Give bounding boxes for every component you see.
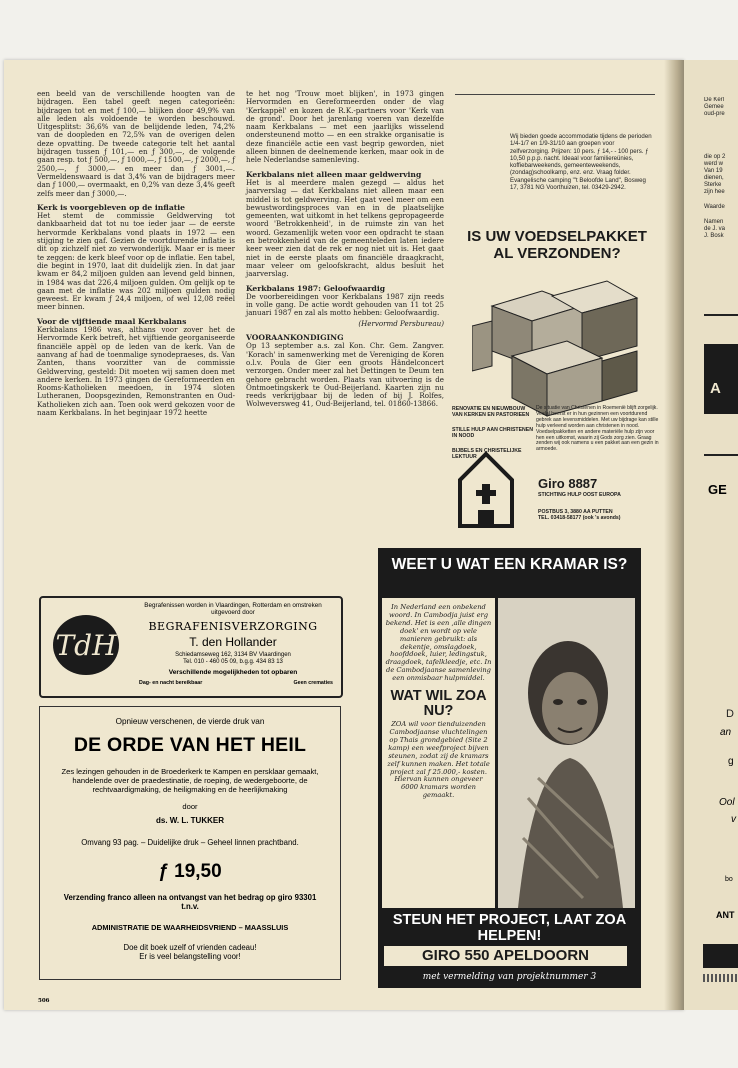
- right-text-fragment: De Kerl Gemee oud-pre die op 2 werd w Van 19 dienen, Sterke zijn hee Waarde Namen de J. va J. Bosk: [704, 97, 726, 239]
- right-fragment: an: [720, 727, 732, 738]
- funeral-title: BEGRAFENISVERZORGING: [148, 620, 318, 633]
- book-gift-text: Doe dit boek uzelf of vrienden cadeau! Er is veel belangstelling voor!: [123, 943, 257, 961]
- section-heading: Kerkbalans niet alleen maar geldwerving: [246, 169, 422, 179]
- divider-line: [455, 94, 655, 95]
- right-heading-fragment: GE: [708, 482, 727, 497]
- article-paragraph: te het nog 'Trouw moet blijken', in 1973 gingen Hervormden en Gereformeerden onder de vlag 'Kerkappèl' en kozen de R.K.-partners voor 'Kerk van de grond'. Door het jarenlang voeren van dezelfde naam Kerkbalans — met een jaarlijks wisselend ondersteunend motto — en een strakke organisatie is deze financiële actie een vast begrip geworden, niet alleen binnen de deelnemende kerken, maar ook in de hele Nederlandse samenleving.: [246, 89, 444, 165]
- book-specs: Omvang 93 pag. – Duidelijke druk – Geheel linnen prachtband.: [81, 838, 299, 847]
- article-paragraph: Kerkbalans 1986 was, althans voor zover het de Hervormde Kerk betreft, het vijftiende georganiseerde financiële appèl op de leden van de kerk. Van de aanvang af had de toenmalige synodepraeses, ds. Van Zanten, thans voorzitter van de commissie Geldwerving, gesteld: Dit moeten wij samen doen met andere kerken. In 1973 gingen de Gereformeerden en Rooms-Katholieken meedoen, in 1974 sloten Lutheranen, Doopsgezinden, Remonstranten en Oud-Katholieken zich aan. Toen ook werd gekozen voor de naam Kerkbalans. In het beginjaar 1972 heette: [37, 325, 235, 417]
- org-name: STICHTING HULP OOST EUROPA: [538, 492, 621, 498]
- article-paragraph: De voorbereidingen voor Kerkbalans 1987 zijn reeds in volle gang. De actie wordt gehouden van 11 tot 25 januari 1987 en zal als motto hebben: Geloofwaardig.: [246, 291, 444, 318]
- funeral-availability: Dag- en nacht bereikbaar: [139, 680, 203, 686]
- funeral-intro: Begrafenissen worden in Vlaardingen, Rotterdam en omstreken uitgevoerd door: [144, 602, 322, 617]
- food-parcels-illustration: [472, 266, 647, 421]
- zoa-giro: GIRO 550 APELDOORN: [384, 946, 627, 966]
- ad-headline: IS UW VOEDSELPAKKET: [467, 228, 647, 245]
- zoa-body: In Nederland een onbekend woord. In Cambodja juist erg bekend. Het is een ‚alle dingen doek' en wordt op vele manieren gebruikt: als dekentje, omslagdoek, hoofddoek, luier, ledingstuk, draagdoek, tafelkleedje, etc. In de Cambodjaanse samenleving een onmisbaar hulpmiddel.: [385, 603, 492, 683]
- book-admin: ADMINISTRATIE DE WAARHEIDSVRIEND – MAASSLUIS: [91, 923, 289, 932]
- voedselpakket-ad: [452, 228, 662, 528]
- child-photo: [498, 598, 635, 908]
- article-paragraph: een beeld van de verschillende hoogten van de bijdragen. Een tabel geeft negen categorieën: bijdragen tot en met ƒ 100,— blijken door 49,9% van alle leden als voldoende te worden beschouwd. Uitgesplitst: 36,6% van de belijdende leden, 74,2% van de doopleden en 72,5% van de overigen delen deze opvatting. De tweede categorie telt het aantal bijdragen tussen ƒ 101,— en ƒ 300,—, de volgende gaan resp. tot ƒ 500,—, ƒ 1000,—, ƒ 1500,—, ƒ 2000,—, ƒ 2500,—, ƒ 3000,— en meer dan ƒ 3001,—. Vermeldenswaard is dat 3,4% van de bijdragers meer dan ƒ 1000,— overmaakt, en 0,2% van deze 3,4% geeft zelfs meer dan ƒ 3000,—.: [37, 89, 235, 198]
- funeral-name: T. den Hollander: [189, 635, 277, 649]
- book-description: Zes lezingen gehouden in de Broederkerk te Kampen en persklaar gemaakt, handelende over de praedestinatie, de roeping, de wedergeboorte, de rechtvaardigmaking, de heiligmaking en de heerlijkmaking: [61, 767, 319, 794]
- giro-number: Giro 8887: [538, 476, 598, 491]
- article-paragraph: Op 13 september a.s. zal Kon. Chr. Gem. Zangver. 'Korach' in samenwerking met de Vereniging de Koren o.l.v. Poula de Gier een groots Händelconcert verzorgen. Onder meer zal het Dettingen te Deum ten gehore gebracht worden. Plaats van uitvoering is de Ontmoetingskerk te Oud-Beijerland. Kaarten zijn nu reeds verkrijgbaar bij de leden of bij J. Rolfes, Wolweversweg 41, Oud-Beijerland, tel. 01860-13866.: [246, 341, 444, 409]
- right-fragment: v: [731, 814, 736, 825]
- zoa-ad: [378, 548, 641, 988]
- section-heading: VOORAANKONDIGING: [246, 333, 344, 343]
- page-number: 506: [38, 998, 50, 1004]
- book-intro: Opnieuw verschenen, de vierde druk van: [115, 717, 265, 726]
- article-source: (Hervormd Persbureau): [358, 318, 444, 328]
- funeral-phone: Tel. 010 - 460 05 09, b.g.g. 434 83 13: [183, 659, 283, 665]
- right-fragment: g: [728, 756, 734, 767]
- book-price: ƒ 19,50: [158, 861, 222, 882]
- ad-headline: AL VERZONDEN?: [493, 245, 621, 262]
- right-fragment: D: [726, 708, 734, 720]
- zoa-question: WAT WIL ZOA NU?: [390, 688, 487, 720]
- zoa-text-panel: [382, 598, 495, 908]
- right-fragment: ANT: [716, 910, 735, 920]
- page-gutter: [664, 60, 686, 1010]
- funeral-ad: [39, 596, 343, 698]
- right-fragment: Ool: [719, 797, 735, 808]
- zoa-body-2: ZOA wil voor tienduizenden Cambodjaanse vluchtelingen op Thais grondgebied (Site 2 kamp) een weefproject bijven steunen, zodat zij de kramars zelf kunnen maken. Het totale project zal ƒ 25.000,- kosten. Hiervan kunnen ongeveer 6000 kramars worden gemaakt.: [387, 720, 490, 800]
- svg-text:TdH: TdH: [55, 629, 117, 662]
- funeral-logo-icon: [51, 612, 121, 678]
- ad-label: BIJBELS EN CHRISTELIJKE LEKTUUR: [452, 448, 522, 460]
- right-big-letter: A: [710, 380, 721, 397]
- book-ad: [39, 706, 341, 980]
- book-by: door: [182, 802, 198, 811]
- section-heading: Kerkbalans 1987: Geloofwaardig: [246, 283, 386, 293]
- right-fragment: bo: [725, 876, 733, 883]
- church-logo-icon: [452, 450, 520, 528]
- funeral-address: Schiedamseweg 162, 3134 BV Vlaardingen: [175, 652, 291, 658]
- zoa-footer: met vermelding van projektnummer 3: [422, 972, 597, 982]
- book-title: DE ORDE VAN HET HEIL: [73, 734, 307, 756]
- ad-label: STILLE HULP AAN CHRISTENEN IN NOOD: [452, 427, 533, 439]
- funeral-no-cremation: Geen crematies: [293, 680, 333, 686]
- section-heading: Kerk is voorgebleven op de inflatie: [37, 202, 185, 212]
- article-column-1: [37, 90, 235, 423]
- org-address: POSTBUS 3, 3880 AA PUTTEN TEL. 03418-58177 (ook 's avonds): [538, 509, 621, 522]
- book-author: ds. W. L. TUKKER: [156, 816, 224, 825]
- section-heading: Voor de vijftiende maal Kerkbalans: [37, 316, 187, 326]
- article-column-2: [246, 90, 444, 415]
- book-shipping: Verzending franco alleen na ontvangst van het bedrag op giro 93301 t.n.v.: [63, 893, 317, 911]
- article-paragraph: Het stemt de commissie Geldwerving tot dankbaarheid dat tot nu toe ieder jaar — de eerste hervormde Kerkbalans vond plaats in 1972 — een stijging te zien gaf. Gezien de voortdurende inflatie is dit op zichzelf niet zo verwonderlijk. Maar er is meer te zeggen: de kerk bleef voor op de inflatie. Een tabel, die begint in 1970, laat dit duidelijk zien. In dat jaar kwam er 84,2 miljoen gulden aan levend geld binnen, in 1984 was dat 226,4 miljoen gulden. Om gelijk op te gaan met de inflatie was 202 miljoen gulden nodig geweest. Er kwam ƒ 24,4 miljoen, of wel 12,08 reëel meer binnen.: [37, 211, 235, 312]
- accommodation-ad: Wij bieden goede accommodatie tijdens de perioden 1/4-1/7 en 1/9-31/10 aan groepen voor zelfverzorging. Prijzen: 10 pers. ƒ 14,- - 100 pers. ƒ 10,50 p.p.p. nacht. Ideaal voor familiereünies, koffiebarweekends, gemeenteweekends, (zondag)schoolkamp, enz. enz. Vraag folder. Evangelische camping "'t Beloofde Land", Bosweg 17, 3781 NG Voorthuizen, tel. 03429-2942.: [510, 133, 652, 192]
- ad-body: De situatie van Christenen in Roemenië blijft zorgelijk. Veelal heerst er in hun gezinnen een voortdurend gebrek aan levensmiddelen. Met uw bijdrage kan stille hulp verleend worden aan christenen in nood. Voedselpakketten en andere materiële hulp zijn voor hen een uitkomst, waarin zij Gods zorg zien. Graag zenden wij ook namens u een pakket aan een gezin in armoede.: [536, 405, 659, 453]
- ad-label: RENOVATIE EN NIEUWBOUW VAN KERKEN EN PASTORIEEN: [452, 406, 530, 418]
- article-paragraph: Het is al meerdere malen gezegd — aldus het jaarverslag — dat Kerkbalans niet alleen maar een middel is tot geldwerving. Het gaat veel meer om een bewustwordingsproces van en in de plaatselijke gemeenten, wat uitkomt in het telkens gepropageerde woord 'Betrokkenheid', in de ruimste zin van het woord. Gezamenlijk weten voor een opdracht te staan en betrokkenheid van de gemeenteleden laten iedere keer weer zien dat de rek er nog niet uit is. Het gaat niet in de eerste plaats om financiële draagkracht, maar veleer om geloofskracht, aldus besluit het jaarverslag.: [246, 177, 444, 279]
- zoa-headline: WEET U WAT EEN KRAMAR IS?: [391, 556, 628, 573]
- right-page-fragments: [690, 92, 738, 712]
- zoa-cta: STEUN HET PROJECT, LAAT ZOA HELPEN!: [392, 912, 627, 944]
- funeral-options: Verschillende mogelijkheden tot opbaren: [168, 669, 298, 676]
